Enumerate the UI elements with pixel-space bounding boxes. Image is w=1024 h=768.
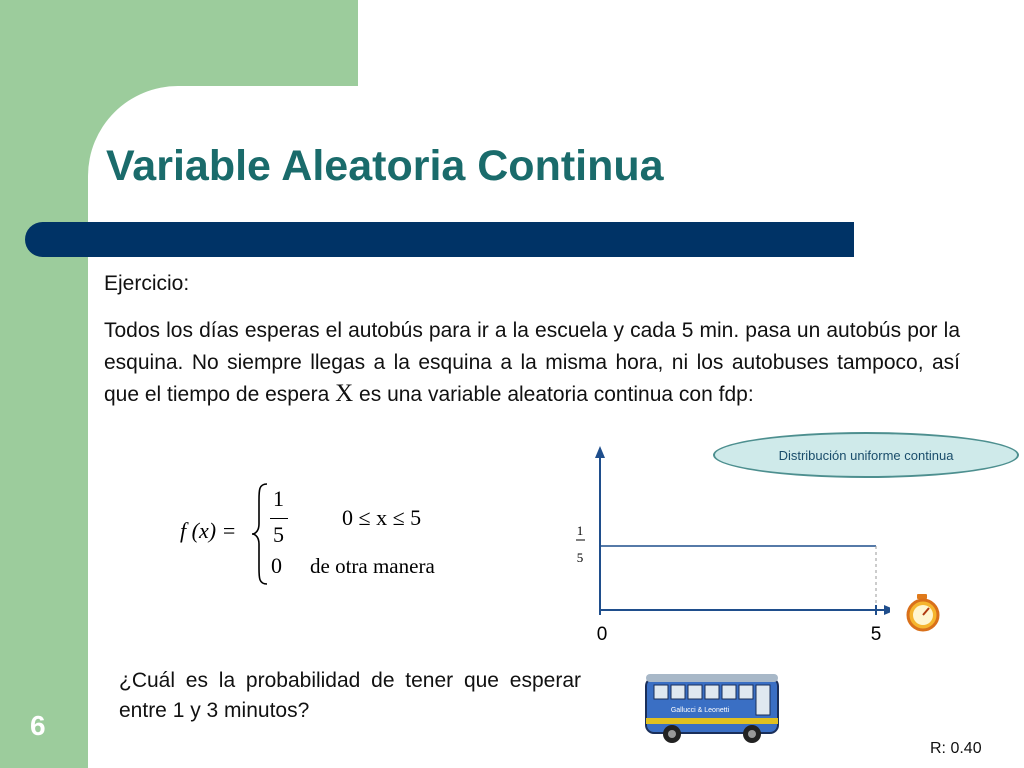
paragraph-text-1: Todos los días esperas el autobús para ir a la escuela y cada 5 min. pasa un autobús por la esquina. No siempre llegas a la esquina a la misma hora, ni los autobuses tampoco, así que el tiempo de espera — [104, 319, 960, 406]
formula-condition-1: 0 ≤ x ≤ 5 — [342, 505, 422, 530]
x-axis-arrow — [884, 605, 890, 615]
pdf-formula — [170, 478, 480, 588]
bus-illustration — [640, 660, 790, 750]
formula-condition-2: de otra manera — [310, 554, 435, 578]
background-strip — [0, 0, 88, 768]
formula-brace — [250, 482, 270, 586]
exercise-label: Ejercicio: — [104, 272, 190, 295]
x-tick-5-label: 5 — [870, 624, 882, 645]
uniform-density-graph — [560, 440, 890, 650]
formula-lhs: f (x) = — [180, 518, 237, 543]
exercise-paragraph — [104, 315, 960, 411]
variable-x: X — [335, 380, 354, 407]
probability-question: ¿Cuál es la probabilidad de tener que esperar entre 1 y 3 minutos? — [119, 669, 581, 722]
title-underline-bar — [25, 222, 854, 257]
y-axis-arrow — [595, 446, 605, 458]
y-label-den: 5 — [576, 550, 584, 565]
x-tick-0-label: 0 — [596, 624, 608, 645]
stopwatch-icon — [903, 593, 943, 633]
paragraph-text-2: es una variable aleatoria continua con fdp: — [353, 383, 754, 406]
slide-title: Variable Aleatoria Continua — [106, 142, 664, 190]
uniform-distribution-callout: Distribución uniforme continua — [713, 432, 1019, 478]
formula-zero: 0 — [271, 553, 282, 578]
formula-frac-num: 1 — [273, 486, 284, 511]
bus-lettering: Gallucci & Leonetti — [670, 707, 730, 714]
slide-number: 6 — [30, 710, 46, 741]
y-label-num: 1 — [576, 523, 584, 538]
formula-frac-den: 5 — [273, 522, 284, 547]
answer-text: R: 0.40 — [930, 740, 982, 757]
formula-frac-line — [270, 518, 288, 519]
